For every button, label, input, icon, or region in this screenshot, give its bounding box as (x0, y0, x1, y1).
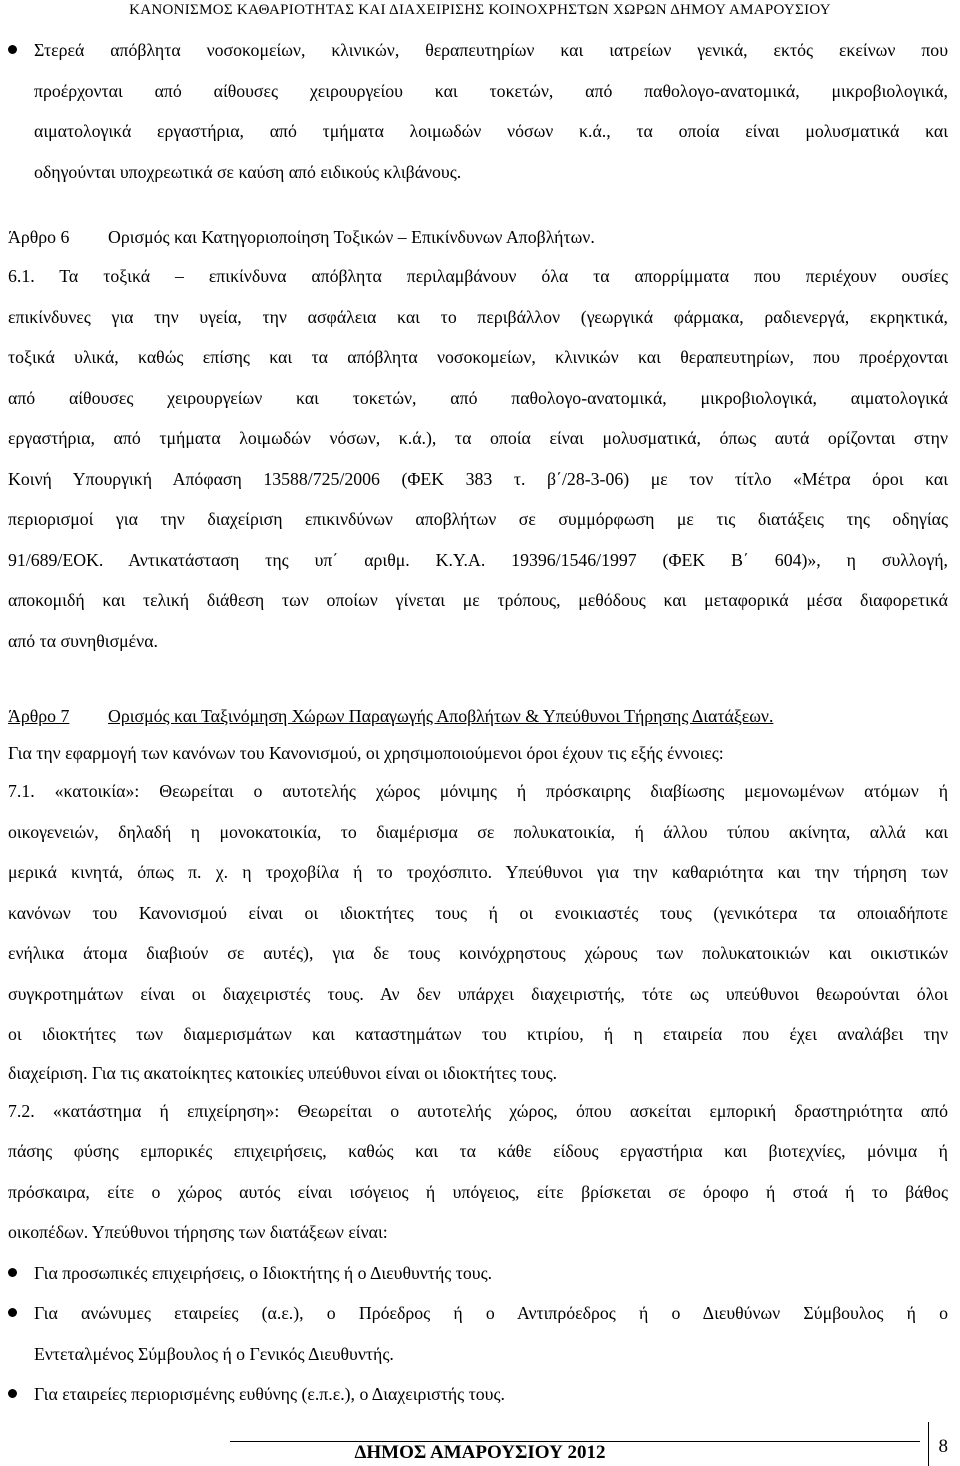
text-line: τοξικά υλικά, καθώς επίσης και τα απόβλητα νοσοκομείων, κλινικών και θεραπευτηρίων, που προέρχονται (8, 347, 948, 367)
text-line: πάσης φύσης εμπορικές επιχειρήσεις, καθώς και τα κάθε είδους εργαστήρια και βιοτεχνίες, μόνιμα ή (8, 1141, 948, 1161)
article-7-body (8, 735, 948, 1253)
text-line: Για την εφαρμογή των κανόνων του Κανονισμού, οι χρησιμοποιούμενοι όροι έχουν τις εξής έννοιες: (8, 743, 724, 763)
article-title: Ορισμός και Ταξινόμηση Χώρων Παραγωγής Αποβλήτων & Υπεύθυνοι Τήρησης Διατάξεων. (108, 706, 774, 726)
text-line: Στερεά απόβλητα νοσοκομείων, κλινικών, θεραπευτηρίων και ιατρείων γενικά, εκτός εκείνων που (34, 40, 948, 60)
bullet-icon (8, 45, 17, 54)
text-line: Για ανώνυμες εταιρείες (α.ε.), ο Πρόεδρος ή ο Αντιπρόεδρος ή ο Διευθύνων Σύμβουλος ή ο (34, 1303, 948, 1323)
text-line: ενήλικα άτομα διαβιούν σε αυτές), για δε τους κοινόχρηστους χώρους των πολυκατοικιών και οικιστικών (8, 943, 948, 963)
text-line: 7.2. «κατάστημα ή επιχείρηση»: Θεωρείται ο αυτοτελής χώρος, όπου ασκείται εμπορική δραστηριότητα από (8, 1100, 948, 1121)
text-line: Εντεταλμένος Σύμβουλος ή ο Γενικός Διευθυντής. (34, 1343, 394, 1364)
bullet-icon (8, 1308, 17, 1317)
text-line: συγκροτημάτων είναι οι διαχειριστές τους. Αν δεν υπάρχει διαχειριστής, τότε ως υπεύθυνοι θεωρούνται όλοι (8, 983, 948, 1004)
document-body (8, 30, 948, 1415)
footer-title: ΔΗΜΟΣ ΑΜΑΡΟΥΣΙΟΥ 2012 (354, 1442, 606, 1463)
bullet-icon (8, 1389, 17, 1398)
article-number: Άρθρο 7 (8, 706, 70, 726)
text-line: επικίνδυνες για την υγεία, την ασφάλεια και το περιβάλλον (γεωργικά φάρμακα, ραδιενεργά, εκρηκτικά, (8, 306, 948, 327)
list-item (8, 1253, 948, 1294)
text-line: αιματολογικά εργαστήρια, από τμήματα λοιμωδών νόσων κ.ά., τα οποία είναι μολυσματικά και (34, 121, 948, 141)
text-line: εργαστήρια, από τμήματα λοιμωδών νόσων, κ.ά.), τα οποία είναι μολυσματικά, όπως αυτά ορίζονται στην (8, 428, 948, 448)
article-number: Άρθρο 6 (8, 227, 70, 247)
text-line: από τα συνηθισμένα. (8, 630, 158, 651)
text-line: οικοπέδων. Υπεύθυνοι τήρησης των διατάξεων είναι: (8, 1222, 388, 1242)
text-line: προέρχονται από αίθουσες χειρουργείου και τοκετών, από παθολογο-ανατομικά, μικροβιολογικά, (34, 80, 948, 101)
text-line: περιορισμοί για την διαχείριση επικινδύνων αποβλήτων σε συμμόρφωση με τις διατάξεις της οδηγίας (8, 509, 948, 529)
article-6-body (8, 256, 948, 661)
text-line: 6.1. Τα τοξικά – επικίνδυνα απόβλητα περιλαμβάνουν όλα τα απορρίμματα που περιέχουν ουσίες (8, 266, 948, 286)
bullet-icon (8, 1268, 17, 1277)
list-item (8, 1293, 948, 1374)
text-line: 91/689/ΕΟΚ. Αντικατάσταση της υπ΄ αριθμ. Κ.Υ.Α. 19396/1546/1997 (ΦΕΚ Β΄ 604)», η συλλογή, (8, 549, 948, 570)
list-item (8, 30, 948, 192)
text-line: οικογενειών, δηλαδή η μονοκατοικία, το διαμέρισμα σε πολυκατοικία, ή άλλου τύπου ακίνητα, αλλά και (8, 821, 948, 842)
text-line: οι ιδιοκτήτες των διαμερισμάτων και καταστημάτων του κτιρίου, ή η εταιρεία που έχει αναλάβει την (8, 1024, 948, 1044)
text-line: διαχείριση. Για τις ακατοίκητες κατοικίες υπεύθυνοι είναι οι ιδιοκτήτες τους. (8, 1062, 558, 1083)
page-number: 8 (938, 1436, 948, 1457)
text-line: οδηγούνται υποχρεωτικά σε καύση από ειδικούς κλιβάνους. (34, 161, 462, 182)
text-line: από αίθουσες χειρουργείων και τοκετών, από παθολογο-ανατομικά, μικροβιολογικά, αιματολογικά (8, 387, 948, 408)
article-6-heading (8, 218, 948, 256)
article-title: Ορισμός και Κατηγοριοποίηση Τοξικών – Επικίνδυνων Αποβλήτων. (108, 227, 595, 247)
list-item (8, 1374, 948, 1415)
text-line: Για εταιρείες περιορισμένης ευθύνης (ε.π.ε.), ο Διαχειριστής τους. (34, 1384, 505, 1404)
article-7-heading (8, 697, 948, 735)
text-line: αποκομιδή και τελική διάθεση των οποίων γίνεται με τρόπους, μεθόδους και μεταφορικά μέσα διαφορετικά (8, 590, 948, 610)
text-line: μερικά κινητά, όπως π. χ. η τροχοβίλα ή το τροχόσπιτο. Υπεύθυνοι για την καθαριότητα και την τήρηση των (8, 862, 948, 882)
text-line: 7.1. «κατοικία»: Θεωρείται ο αυτοτελής χώρος μόνιμης ή πρόσκαιρης διαβίωσης μεμονωμένων ατόμων ή (8, 781, 948, 801)
text-line: Κοινή Υπουργική Απόφαση 13588/725/2006 (ΦΕΚ 383 τ. β΄/28-3-06) με τον τίτλο «Μέτρα όροι και (8, 468, 948, 489)
text-line: πρόσκαιρα, είτε ο χώρος αυτός είναι ισόγειος ή υπόγειος, είτε βρίσκεται σε όροφο ή στοά ή το βάθος (8, 1181, 948, 1202)
responsible-list (8, 1253, 948, 1415)
text-line: Για προσωπικές επιχειρήσεις, ο Ιδιοκτήτης ή ο Διευθυντής τους. (34, 1262, 493, 1283)
running-header: ΚΑΝΟΝΙΣΜΟΣ ΚΑΘΑΡΙΟΤΗΤΑΣ ΚΑΙ ΔΙΑΧΕΙΡΙΣΗΣ ΚΟΙΝΟΧΡΗΣΤΩΝ ΧΩΡΩΝ ΔΗΜΟΥ ΑΜΑΡΟΥΣΙΟΥ (129, 2, 831, 18)
text-line: κανόνων του Κανονισμού είναι οι ιδιοκτήτες τους ή οι ενοικιαστές τους (γενικότερα τα οποιαδήποτε (8, 902, 948, 923)
